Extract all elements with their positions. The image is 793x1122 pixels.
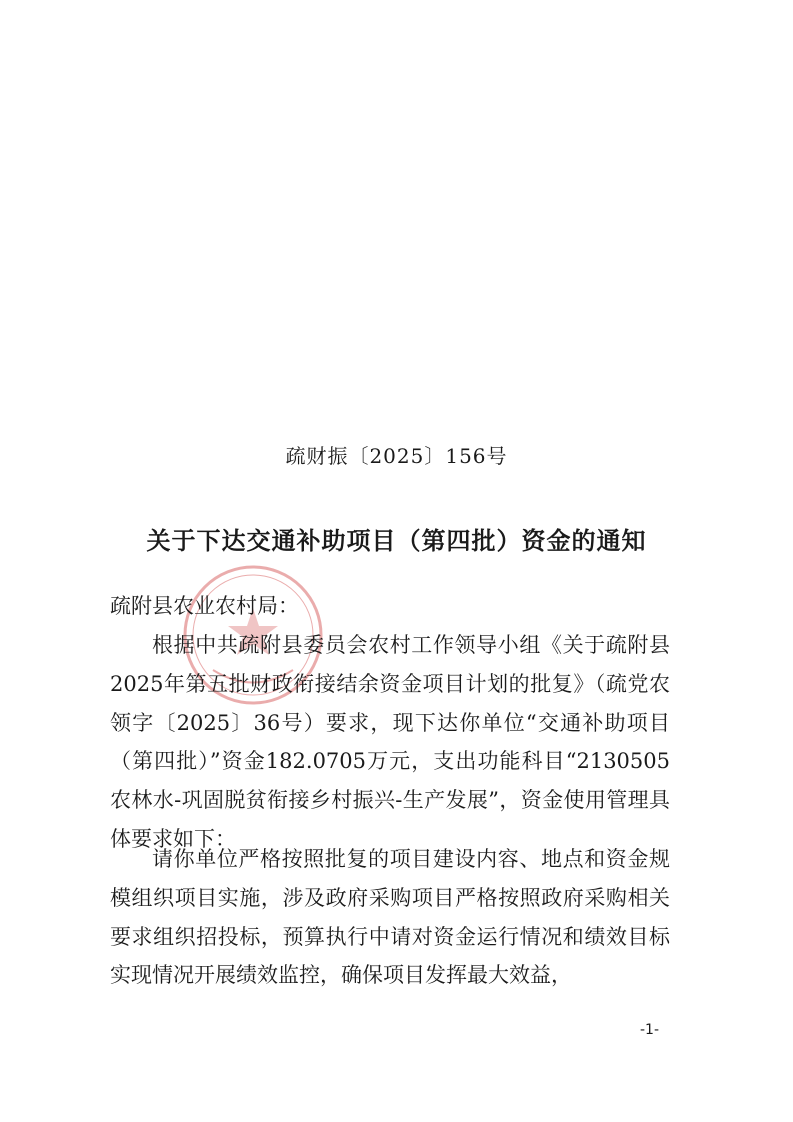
body-paragraph-2: 请你单位严格按照批复的项目建设内容、地点和资金规模组织项目实施，涉及政府采购项目严格按照政府采购相关要求组织招投标，预算执行中请对资金运行情况和绩效目标实现情况开展绩效监控，确保项目发挥最大效益， bbox=[110, 847, 670, 988]
document-title: 关于下达交通补助项目（第四批）资金的通知 bbox=[146, 527, 647, 555]
salutation: 疏附县农业农村局： bbox=[110, 594, 299, 618]
document-number: 疏财振〔2025〕156号 bbox=[285, 444, 508, 468]
page-number: -1- bbox=[640, 1022, 660, 1038]
body-paragraph-1: 根据中共疏附县委员会农村工作领导小组《关于疏附县2025年第五批财政衔接结余资金项目计划的批复》（疏党农领字〔2025〕36号）要求，现下达你单位“交通补助项目（第四批）”资金182.0705万元，支出功能科目“2130505农林水-巩固脱贫衔接乡村振兴-生产发展”，资金使用管理具体要求如下： bbox=[110, 633, 670, 851]
